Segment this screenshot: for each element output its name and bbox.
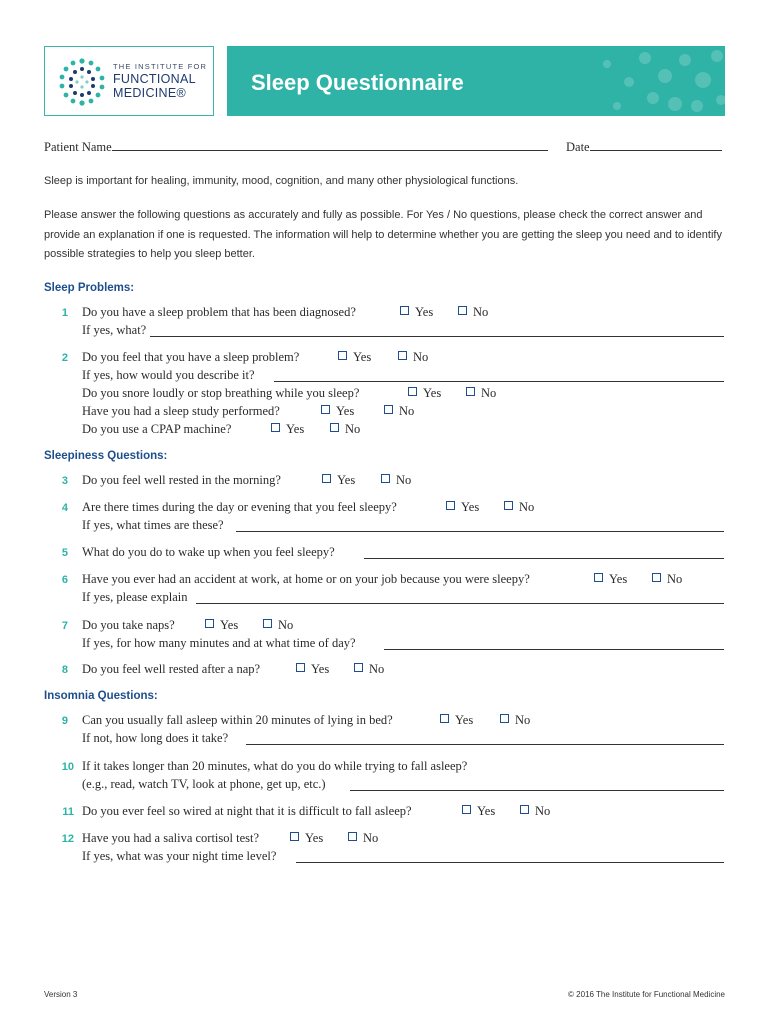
followup-text: If yes, what was your night time level? [82,849,277,863]
yes-checkbox[interactable] [446,500,479,515]
logo-text-line1: THE INSTITUTE FOR [113,62,208,71]
question-text: If it takes longer than 20 minutes, what do you do while trying to fall asleep? [82,759,468,773]
checkbox-icon[interactable] [440,714,449,723]
question-number: 11 [62,806,74,818]
question-text: Do you ever feel so wired at night that it is difficult to fall asleep? [82,804,412,818]
no-checkbox[interactable] [330,422,360,437]
question-text: Have you ever had an accident at work, at home or on your job because you were sleepy? [82,572,530,586]
logo-text-line2: FUNCTIONAL [113,72,196,86]
question-number: 8 [61,664,68,676]
question-text: Do you take naps? [82,618,175,632]
answer-line[interactable] [196,603,724,604]
no-checkbox[interactable] [354,662,384,677]
no-checkbox[interactable] [520,804,550,819]
no-label: No [667,572,683,586]
yes-checkbox[interactable] [290,831,323,846]
no-checkbox[interactable] [466,386,496,401]
title-banner [227,46,725,116]
yes-label: Yes [220,618,239,632]
intro-paragraph-2: Please answer the following questions as accurately and fully as possible. For Yes / No questions, please check the correct answer and provide an explanation if one is requested. The information will help to determine whether you are getting the sleep you need and to identify possible strategies to help you sleep better. [44,209,722,260]
copyright-text: © 2016 The Institute for Functional Medicine [568,990,725,999]
followup-text: If yes, what? [82,323,147,337]
no-checkbox[interactable] [381,473,411,488]
followup-text: If yes, how would you describe it? [82,368,255,382]
checkbox-icon[interactable] [384,405,393,414]
question-number: 9 [61,715,68,727]
logo-text-line3: MEDICINE® [113,86,187,100]
checkbox-icon[interactable] [348,832,357,841]
no-label: No [535,804,551,818]
no-label: No [278,618,294,632]
checkbox-icon[interactable] [652,573,661,582]
yes-checkbox[interactable] [322,473,355,488]
no-checkbox[interactable] [500,713,530,728]
answer-line[interactable] [236,531,724,532]
question-text: Do you have a sleep problem that has been diagnosed? [82,305,356,319]
question-text: Do you feel that you have a sleep problem? [82,350,300,364]
checkbox-icon[interactable] [263,619,272,628]
answer-line[interactable] [246,744,724,745]
checkbox-icon[interactable] [296,663,305,672]
patient-name-blank[interactable] [112,139,548,151]
no-label: No [413,350,429,364]
section-heading-sleep-problems: Sleep Problems: [44,282,135,294]
no-label: No [519,500,535,514]
yes-label: Yes [423,386,442,400]
yes-checkbox[interactable] [400,305,433,320]
yes-label: Yes [336,404,355,418]
yes-checkbox[interactable] [338,350,371,365]
section-heading-sleepiness: Sleepiness Questions: [44,450,168,462]
followup-text: If yes, what times are these? [82,518,224,532]
question-text: Do you use a CPAP machine? [82,422,232,436]
followup-text: If yes, please explain [82,590,188,604]
checkbox-icon[interactable] [290,832,299,841]
date-blank[interactable] [590,139,722,151]
patient-name-field[interactable] [44,139,548,155]
yes-label: Yes [353,350,372,364]
question-text: Can you usually fall asleep within 20 minutes of lying in bed? [82,713,393,727]
question-text: Are there times during the day or evening that you feel sleepy? [82,500,397,514]
no-checkbox[interactable] [348,831,378,846]
no-checkbox[interactable] [384,404,414,419]
answer-line[interactable] [274,381,724,382]
yes-checkbox[interactable] [594,572,627,587]
patient-name-label: Patient Name [44,140,112,154]
no-checkbox[interactable] [504,500,534,515]
yes-checkbox[interactable] [321,404,354,419]
yes-label: Yes [461,500,480,514]
question-number: 6 [61,574,68,586]
no-checkbox[interactable] [398,350,428,365]
no-label: No [363,831,379,845]
checkbox-icon[interactable] [322,474,331,483]
decorative-dots-icon [525,46,725,116]
no-label: No [369,662,385,676]
date-label: Date [566,140,590,154]
page-title: Sleep Questionnaire [251,70,464,95]
answer-line[interactable] [384,649,724,650]
no-label: No [481,386,497,400]
version-label: Version 3 [44,990,78,999]
checkbox-icon[interactable] [330,423,339,432]
question-number: 5 [61,547,68,559]
yes-checkbox[interactable] [271,422,304,437]
question-text: Do you snore loudly or stop breathing while you sleep? [82,386,360,400]
checkbox-icon[interactable] [321,405,330,414]
no-checkbox[interactable] [263,618,293,633]
yes-checkbox[interactable] [462,804,495,819]
checkbox-icon[interactable] [271,423,280,432]
yes-label: Yes [286,422,305,436]
yes-label: Yes [305,831,324,845]
question-number: 1 [61,307,68,319]
yes-label: Yes [455,713,474,727]
yes-label: Yes [477,804,496,818]
checkbox-icon[interactable] [504,501,513,510]
section-heading-insomnia: Insomnia Questions: [44,690,158,702]
no-label: No [515,713,531,727]
question-text: Have you had a saliva cortisol test? [82,831,260,845]
checkbox-icon[interactable] [594,573,603,582]
no-label: No [345,422,361,436]
checkbox-icon[interactable] [381,474,390,483]
checkbox-icon[interactable] [408,387,417,396]
checkbox-icon[interactable] [446,501,455,510]
checkbox-icon[interactable] [400,306,409,315]
answer-line[interactable] [150,336,724,337]
no-checkbox[interactable] [652,572,682,587]
question-text: Do you feel well rested after a nap? [82,662,261,676]
answer-line[interactable] [296,862,724,863]
question-number: 3 [61,475,68,487]
checkbox-icon[interactable] [462,805,471,814]
yes-label: Yes [337,473,356,487]
checkbox-icon[interactable] [338,351,347,360]
yes-label: Yes [311,662,330,676]
no-checkbox[interactable] [458,305,488,320]
question-number: 4 [61,502,68,514]
no-label: No [473,305,489,319]
checkbox-icon[interactable] [500,714,509,723]
checkbox-icon[interactable] [354,663,363,672]
yes-label: Yes [609,572,628,586]
no-label: No [399,404,415,418]
followup-text: If yes, for how many minutes and at what time of day? [82,636,356,650]
logo-mark-icon [55,55,109,109]
question-number: 2 [61,352,68,364]
followup-text: If not, how long does it take? [82,731,229,745]
date-field[interactable] [566,139,722,155]
yes-checkbox[interactable] [440,713,473,728]
question-number: 7 [61,620,68,632]
checkbox-icon[interactable] [466,387,475,396]
intro-paragraph-1: Sleep is important for healing, immunity, mood, cognition, and many other physiological functions. [44,175,519,187]
question-text: Do you feel well rested in the morning? [82,473,281,487]
answer-line[interactable] [364,558,724,559]
question-text: What do you do to wake up when you feel sleepy? [82,545,335,559]
answer-line[interactable] [350,790,724,791]
checkbox-icon[interactable] [520,805,529,814]
question-number: 12 [61,833,74,845]
logo [44,46,214,116]
question-number: 10 [61,761,74,773]
yes-checkbox[interactable] [408,386,441,401]
yes-checkbox[interactable] [296,662,329,677]
question-text: Have you had a sleep study performed? [82,404,280,418]
no-label: No [396,473,412,487]
followup-text: (e.g., read, watch TV, look at phone, get up, etc.) [82,777,326,791]
yes-checkbox[interactable] [205,618,238,633]
yes-label: Yes [415,305,434,319]
checkbox-icon[interactable] [398,351,407,360]
checkbox-icon[interactable] [205,619,214,628]
checkbox-icon[interactable] [458,306,467,315]
